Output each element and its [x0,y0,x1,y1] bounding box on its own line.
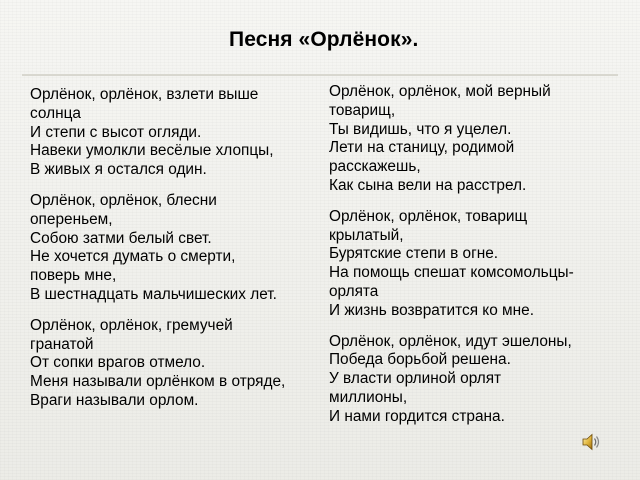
lyric-line: И нами гордится страна. [329,407,505,425]
lyric-line: В живых я остался один. [30,161,207,179]
lyric-line: И жизнь возвратится ко мне. [329,301,534,319]
lyric-line: У власти орлиной орлят [329,370,502,388]
lyric-line: орлята [329,282,379,300]
stanza [30,192,285,305]
lyric-line: Бурятские степи в огне. [329,245,499,263]
lyric-line: миллионы, [329,388,408,406]
lyric-line: Орлёнок, орлёнок, мой верный [329,83,551,100]
lyric-line: Орлёнок, орлёнок, взлети выше [30,86,259,103]
title-divider [22,74,618,76]
lyric-line: На помощь спешат комсомольцы- [329,264,574,282]
lyrics-right-column [329,83,574,439]
lyric-line: Орлёнок, орлёнок, блесни [30,191,217,209]
lyric-line: солнца [30,104,81,122]
lyric-line: Ты видишь, что я уцелел. [329,120,512,138]
lyric-line: Меня называли орлёнком в отряде, [30,373,286,391]
lyric-line: Враги называли орлом. [30,391,199,409]
stanza [30,317,285,411]
lyric-line: товарищ, [329,101,396,119]
lyric-line: расскажешь, [329,158,421,176]
lyric-line: Орлёнок, орлёнок, товарищ [329,207,528,225]
lyric-line: Собою затми белый свет. [30,229,212,247]
lyric-line: В шестнадцать мальчишеских лет. [30,285,277,303]
lyric-line: Лети на станицу, родимой [329,139,515,157]
lyric-line: И степи с высот огляди. [30,123,202,141]
lyric-line: Орлёнок, орлёнок, идут эшелоны, [329,332,572,350]
lyric-line: Как сына вели на расстрел. [329,176,527,194]
lyric-line: Орлёнок, орлёнок, гремучей [30,316,233,334]
stanza [329,333,574,427]
stanza [30,86,285,180]
lyric-line: гранатой [30,335,94,353]
lyric-line: опереньем, [30,210,113,228]
lyric-line: Навеки умолкли весёлые хлопцы, [30,142,274,160]
stanza [329,208,574,321]
speaker-icon[interactable] [582,433,602,451]
lyric-line: От сопки врагов отмело. [30,354,206,372]
lyrics-left-column [30,86,285,423]
lyric-line: крылатый, [329,226,404,244]
lyric-line: Победа борьбой решена. [329,351,511,369]
stanza [329,83,574,196]
lyric-line: поверь мне, [30,267,117,285]
lyric-line: Не хочется думать о смерти, [30,248,236,266]
slide-title: Песня «Орлёнок». [229,28,419,51]
